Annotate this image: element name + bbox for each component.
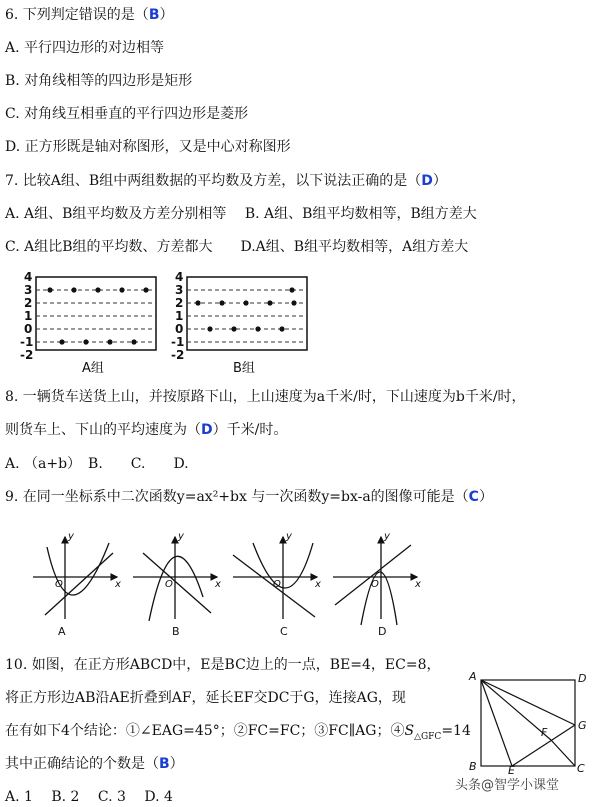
q9-graph-a: [33, 537, 117, 619]
q10-label-g: G: [578, 719, 587, 732]
q10-label-e: E: [508, 764, 515, 777]
q10-line1: 10. 如图，在正方形ABCD中，E是BC边上的一点，BE=4，EC=8，: [5, 657, 441, 673]
q7-group-b-plot: [187, 277, 307, 350]
q10-line2: 将正方形边AB沿AE折叠到AF，延长EF交DC于G，连接AG，现: [5, 690, 406, 706]
q9-axis-x-label: x: [315, 579, 321, 590]
q9-origin-label: O: [55, 579, 63, 590]
q10-label-a: A: [469, 670, 477, 683]
q6-option-d: D. 正方形既是轴对称图形，又是中心对称图形: [5, 139, 291, 155]
q9-answer: C: [468, 489, 479, 505]
q10-line4: [5, 755, 184, 773]
q9-graph-c-label: C: [280, 625, 288, 638]
q9-graph-a-label: A: [58, 625, 66, 638]
q8-line1: 8. 一辆货车送货上山，并按原路下山，上山速度为a千米/时，下山速度为b千米/时，: [5, 389, 526, 405]
q10-area-subscript: △GFC: [414, 731, 442, 742]
q10-options: A. 1 B. 2 C. 3 D. 4: [5, 789, 173, 805]
q9-origin-label: O: [165, 579, 173, 590]
watermark: 头条@智学小课堂: [455, 778, 560, 793]
q7-ytick: 0: [175, 322, 184, 336]
q7-group-a-label: A组: [82, 361, 104, 376]
q7-ytick: -1: [171, 335, 185, 349]
q7-ytick: 1: [24, 309, 33, 323]
q6-option-a: A. 平行四边形的对边相等: [5, 40, 165, 56]
q7-ytick: 2: [24, 296, 33, 310]
q9-graph-c: [233, 537, 317, 619]
q7-stem: [5, 172, 447, 190]
q7-options-line2: C. A组比B组的平均数、方差都大 D.A组、B组平均数相等，A组方差大: [5, 239, 469, 255]
q7-stem-close: ）: [432, 173, 447, 189]
q10-label-d: D: [578, 672, 587, 685]
q8-line2-close: ）千米/时。: [212, 422, 288, 438]
q7-ytick: -1: [20, 335, 34, 349]
q6-stem-close: ）: [159, 7, 174, 23]
q7-ytick: 4: [175, 270, 184, 284]
q9-graphs: [25, 525, 430, 640]
q9-graph-b: [133, 537, 217, 621]
q9-axis-y-label: y: [178, 531, 184, 542]
q7-ytick: 2: [175, 296, 184, 310]
q6-stem: [5, 6, 173, 24]
q9-stem-close: ）: [478, 489, 493, 505]
q7-ytick: 3: [24, 283, 33, 297]
q9-graph-d-label: D: [378, 625, 387, 638]
q8-options: A. （a+b） B. C. D.: [5, 456, 189, 472]
q9-origin-label: O: [273, 579, 281, 590]
q6-option-b: B. 对角线相等的四边形是矩形: [5, 73, 193, 89]
q9-axis-x-label: x: [415, 579, 421, 590]
q10-line4-close: ）: [169, 756, 184, 772]
q9-stem: [5, 488, 493, 506]
q7-ytick: 4: [24, 270, 33, 284]
q7-ytick: 3: [175, 283, 184, 297]
q9-axis-x-label: x: [115, 579, 121, 590]
q9-axis-y-label: y: [68, 531, 74, 542]
q10-answer: B: [159, 756, 170, 772]
q9-axis-y-label: y: [286, 531, 292, 542]
q8-line2: [5, 421, 287, 439]
q9-axis-y-label: y: [384, 531, 390, 542]
q7-dot-plots: [20, 268, 320, 380]
q10-label-c: C: [577, 762, 585, 775]
q10-line3-text: 在有如下4个结论：①∠EAG=45°；②FC=FC；③FC∥AG；④: [5, 723, 405, 739]
q10-square-figure: [455, 668, 587, 777]
q10-line4-text: 其中正确结论的个数是（: [5, 756, 159, 772]
q10-area-symbol: S: [404, 723, 415, 739]
q7-answer: D: [421, 173, 433, 189]
q7-stem-text: 7. 比较A组、B组中两组数据的平均数及方差，以下说法正确的是（: [5, 173, 422, 189]
q9-axis-x-label: x: [215, 579, 221, 590]
q10-line3-end: =14: [441, 723, 471, 739]
q8-line2-text: 则货车上、下山的平均速度为（: [5, 422, 201, 438]
q10-label-f: F: [541, 726, 548, 739]
q10-line3: [5, 722, 471, 746]
q7-ytick: 1: [175, 309, 184, 323]
q10-label-b: B: [469, 760, 477, 773]
q6-stem-text: 6. 下列判定错误的是（: [5, 7, 149, 23]
q7-options-line1: A. A组、B组平均数及方差分别相等 B. A组、B组平均数相等，B组方差大: [5, 206, 477, 222]
q9-graph-b-label: B: [172, 625, 180, 638]
q6-answer: B: [148, 7, 160, 23]
q7-group-b-label: B组: [233, 361, 255, 376]
q7-ytick: 0: [24, 322, 33, 336]
q8-answer: D: [201, 422, 213, 438]
q7-ytick: -2: [171, 348, 185, 362]
q9-stem-text: 9. 在同一坐标系中二次函数y=ax²+bx 与一次函数y=bx-a的图像可能是（: [5, 489, 469, 505]
q7-group-a-plot: [36, 277, 156, 350]
q9-origin-label: O: [371, 579, 379, 590]
q7-ytick: -2: [20, 348, 34, 362]
q6-option-c: C. 对角线互相垂直的平行四边形是菱形: [5, 106, 249, 122]
